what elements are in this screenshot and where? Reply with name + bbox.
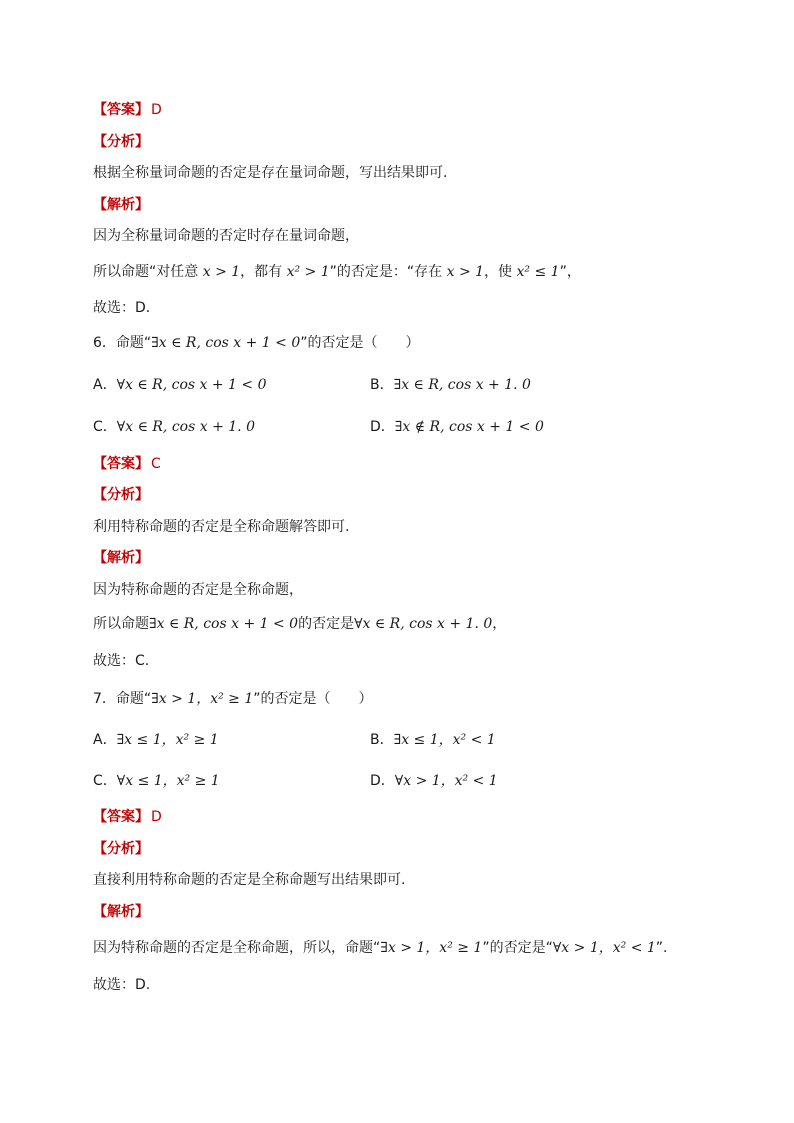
math-expr: ∃x ∈ R, cos x + 1 < 0 — [151, 335, 301, 351]
math-expr: x > 1 — [202, 264, 241, 280]
solution-line2-q6: 所以命题∃x ∈ R, cos x + 1 < 0的否定是∀x ∈ R, cos x + 1. 0， — [93, 616, 507, 632]
analysis-tag-q7: 【分析】 — [93, 841, 149, 857]
conclusion-q7: 故选：D. — [93, 977, 151, 993]
conclusion-q6: 故选：C. — [93, 653, 150, 669]
analysis-text-q7: 直接利用特称命题的否定是全称命题写出结果即可. — [93, 872, 406, 888]
solution-line1-q6: 因为特称命题的否定是全称命题， — [93, 582, 303, 598]
question-7-stem: 7．命题“∃x > 1，x² ≥ 1”的否定是（ ） — [93, 691, 373, 707]
math-expr: x > 1 — [446, 264, 485, 280]
q7-option-a: A．∃x ≤ 1，x² ≥ 1 — [93, 732, 219, 748]
analysis-text-q5: 根据全称量词命题的否定是存在量词命题，写出结果即可. — [93, 165, 448, 181]
math-expr: x² > 1 — [286, 264, 330, 280]
solution-line2-q5: 所以命题“对任意 x > 1，都有 x² > 1”的否定是：“存在 x > 1，使 x² ≤ 1”， — [93, 264, 581, 280]
solution-line1-q7: 因为特称命题的否定是全称命题，所以，命题“∃x > 1，x² ≥ 1”的否定是“∀x > 1，x² < 1”. — [93, 940, 668, 956]
q6-option-b: B．∃x ∈ R, cos x + 1. 0 — [370, 377, 531, 393]
math-expr: x² ≤ 1 — [516, 264, 560, 280]
conclusion-q5: 故选：D. — [93, 300, 151, 316]
answer-tag: 【答案】 — [93, 102, 149, 118]
solution-tag-q6: 【解析】 — [93, 550, 149, 566]
q7-option-b: B．∃x ≤ 1，x² < 1 — [370, 732, 496, 748]
answer-line-q7: 【答案】 D — [93, 809, 162, 825]
q7-option-c: C．∀x ≤ 1，x² ≥ 1 — [93, 773, 220, 789]
answer-line-q5 — [93, 100, 162, 120]
q7-option-d: D．∀x > 1，x² < 1 — [370, 773, 498, 789]
answer-line-q6: 【答案】 C — [93, 456, 161, 472]
solution-tag-q5: 【解析】 — [93, 197, 149, 213]
answer-value: D — [151, 102, 162, 118]
analysis-tag-q6: 【分析】 — [93, 487, 149, 503]
solution-tag-q7: 【解析】 — [93, 904, 149, 920]
question-6-stem: 6．命题“∃x ∈ R, cos x + 1 < 0”的否定是（ ） — [93, 335, 420, 351]
analysis-text-q6: 利用特称命题的否定是全称命题解答即可. — [93, 519, 350, 535]
solution-line1-q5: 因为全称量词命题的否定时存在量词命题， — [93, 228, 359, 244]
q6-option-a: A．∀x ∈ R, cos x + 1 < 0 — [93, 377, 267, 393]
q6-option-c: C．∀x ∈ R, cos x + 1. 0 — [93, 419, 255, 435]
q6-option-d: D．∃x ∉ R, cos x + 1 < 0 — [370, 419, 544, 435]
analysis-tag-q5: 【分析】 — [93, 134, 149, 150]
